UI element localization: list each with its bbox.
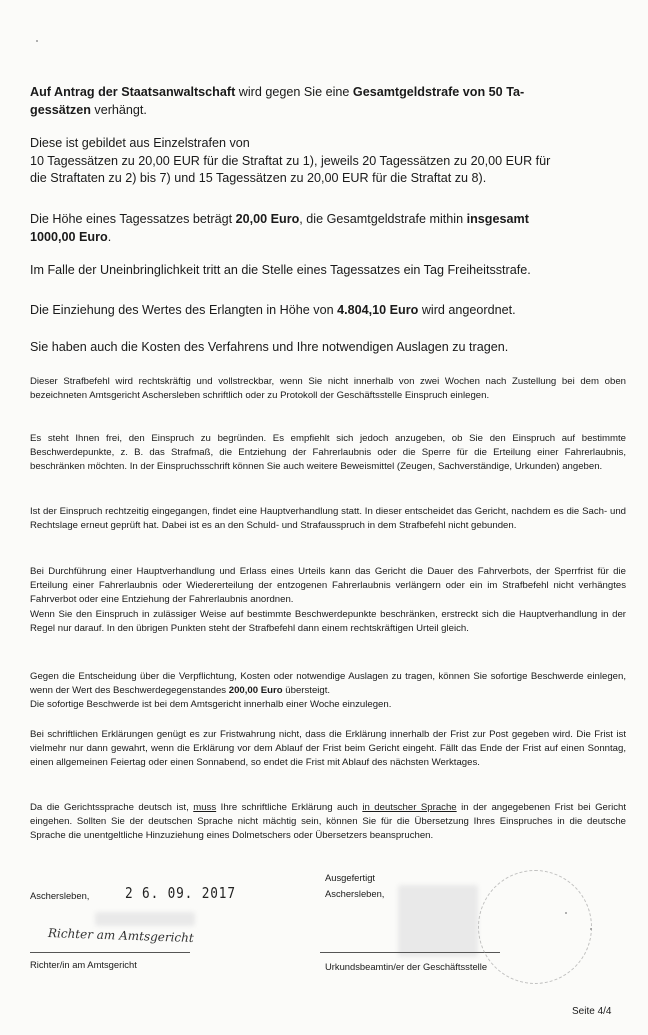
handwritten-judge-title: Richter am Amtsgericht xyxy=(47,926,194,946)
date-stamp: 2 6. 09. 2017 xyxy=(125,884,236,902)
paragraph-hauptverhandlung: Ist der Einspruch rechtzeitig eingegangen, findet eine Hauptverhandlung statt. In dieser entscheidet das Gericht, nachdem es die Sach- und Rechtslage erneut geprüft hat. Dabei ist es an den Schuld- und Strafausspruch in dem Strafbefehl nicht gebunden. xyxy=(30,506,626,532)
text: , die Gesamtgeldstrafe mithin xyxy=(299,212,467,226)
text: Sie haben auch die Kosten des Verfahrens und Ihre notwendigen Auslagen zu tragen. xyxy=(30,340,509,354)
text: Da die Gerichtssprache deutsch ist, xyxy=(30,802,194,813)
scan-speck xyxy=(36,40,38,42)
text: Im Falle der Uneinbringlichkeit tritt an die Stelle eines Tagessatzes ein Tag Freiheitsstrafe. xyxy=(30,263,531,277)
text: Die Einziehung des Wertes des Erlangten in Höhe von xyxy=(30,303,338,317)
text: Die Höhe eines Tagessatzes beträgt xyxy=(30,212,236,226)
stamp-speck xyxy=(565,912,567,914)
paragraph-gesamtgeldstrafe xyxy=(30,84,626,119)
text-bold: insgesamt xyxy=(466,212,529,226)
redacted-signature-left xyxy=(95,912,195,926)
ausgefertigt-label: Ausgefertigt xyxy=(325,872,376,883)
paragraph-einziehung xyxy=(30,302,626,320)
text-bold: 1000,00 Euro xyxy=(30,229,108,244)
text: Gegen die Entscheidung über die Verpflichtung, Kosten oder notwendige Auslagen zu tragen, können Sie sofortige Beschwerde einlegen, wenn der Wert des Beschwerdegegenstandes xyxy=(30,671,626,697)
paragraph-freiheitsstrafe xyxy=(30,262,626,280)
text-underlined: muss xyxy=(193,802,217,813)
text: in der angegebenen Frist bei Gericht eingehen. Sollten Sie der deutschen Sprache nicht mächtig sein, können Sie für die Übersetzung Ihres Einspruches in die deutsche Sprache die unentgeltliche Hinzuziehung eines Dolmetschers oder Übersetzers beanspruchen. xyxy=(30,802,626,842)
text-bold: 4.804,10 Euro xyxy=(337,303,419,317)
text: wird angeordnet. xyxy=(418,303,516,317)
text: 10 Tagessätzen zu 20,00 EUR für die Straftat zu 1), jeweils 20 Tagessätzen zu 20,00 EUR für xyxy=(30,153,551,168)
text: übersteigt. xyxy=(282,685,331,697)
text: wird gegen Sie eine xyxy=(235,85,353,99)
paragraph-einzelstrafen xyxy=(30,135,626,188)
text: Diese ist gebildet aus Einzelstrafen von xyxy=(30,136,250,150)
redacted-signature-right xyxy=(398,885,478,957)
text-underlined: in deutscher Sprache xyxy=(362,802,457,813)
paragraph-gerichtssprache xyxy=(30,801,626,844)
paragraph-fahrverbot xyxy=(30,565,626,636)
role-right: Urkundsbeamtin/er der Geschäftsstelle xyxy=(325,961,488,972)
official-seal-stamp xyxy=(478,870,592,984)
signature-line-left xyxy=(30,952,190,953)
paragraph-tagessatz xyxy=(30,211,626,246)
text: die Straftaten zu 2) bis 7) und 15 Tagessätzen zu 20,00 EUR für die Straftat zu 8). xyxy=(30,171,487,185)
text-bold: Gesamtgeldstrafe von 50 Ta- xyxy=(352,85,525,99)
text-bold: 20,00 Euro xyxy=(235,212,300,226)
text: Bei Durchführung einer Hauptverhandlung und Erlass eines Urteils kann das Gericht die Dauer des Fahrverbots, der Sperrfrist für die Erteilung einer Fahrerlaubnis oder Wiedererteilung der entzogenen Fahrerlaubnis verlängern oder ein im Strafbefehl nicht verhängtes Fahrverbot oder eine Entziehung der Fahrerlaubnis anordnen. xyxy=(30,566,626,606)
signature-line-right xyxy=(320,952,500,953)
place-right: Aschersleben, xyxy=(325,888,385,899)
stamp-speck xyxy=(590,928,592,930)
text-bold: 200,00 Euro xyxy=(228,685,283,697)
text-bold: gessätzen xyxy=(30,102,91,117)
paragraph-beschwerde xyxy=(30,670,626,713)
paragraph-fristwahrung: Bei schriftlichen Erklärungen genügt es zur Fristwahrung nicht, dass die Erklärung innerhalb der Frist zur Post gegeben wird. Die Frist ist vielmehr nur dann gewahrt, wenn die Erklärung vor dem Ablauf der Frist beim Gericht eingeht. Fällt das Ende der Frist auf einen Sonntag, einen allgemeinen Feiertag oder einen Sonnabend, so endet die Frist mit Ablauf des nächsten Werktages. xyxy=(30,729,626,769)
paragraph-kosten xyxy=(30,339,626,357)
page-number: Seite 4/4 xyxy=(572,1006,612,1017)
text: Die sofortige Beschwerde ist bei dem Amtsgericht innerhalb einer Woche einzulegen. xyxy=(30,699,392,711)
text-bold: Auf Antrag der Staatsanwaltschaft xyxy=(30,85,236,99)
paragraph-begruendung: Es steht Ihnen frei, den Einspruch zu begründen. Es empfiehlt sich jedoch anzugeben, ob Sie den Einspruch auf bestimmte Beschwerdepunkte, z. B. das Strafmaß, die Entziehung der Fahrerlaubnis oder die Sperre für die Erteilung einer Fahrerlaubnis, beschränken möchten. In der Einspruchsschrift können Sie auch weitere Beweismittel (Zeugen, Sachverständige, Urkunden) angeben. xyxy=(30,433,626,473)
role-left: Richter/in am Amtsgericht xyxy=(30,959,137,970)
text: . xyxy=(107,229,112,244)
place-left: Aschersleben, xyxy=(30,890,90,901)
text: verhängt. xyxy=(90,102,147,117)
paragraph-rechtskraft: Dieser Strafbefehl wird rechtskräftig und vollstreckbar, wenn Sie nicht innerhalb von zwei Wochen nach Zustellung bei dem oben bezeichneten Amtsgericht Aschersleben schriftlich oder zu Protokoll der Geschäftsstelle Einspruch einlegen. xyxy=(30,376,626,402)
text: Ihre schriftliche Erklärung auch xyxy=(216,802,363,813)
text: Wenn Sie den Einspruch in zulässiger Weise auf bestimmte Beschwerdepunkte beschränken, erstreckt sich die Hauptverhandlung in der Regel nur darauf. In den übrigen Punkten steht der Strafbefehl dann einem rechtskräftigen Urteil gleich. xyxy=(30,608,626,634)
